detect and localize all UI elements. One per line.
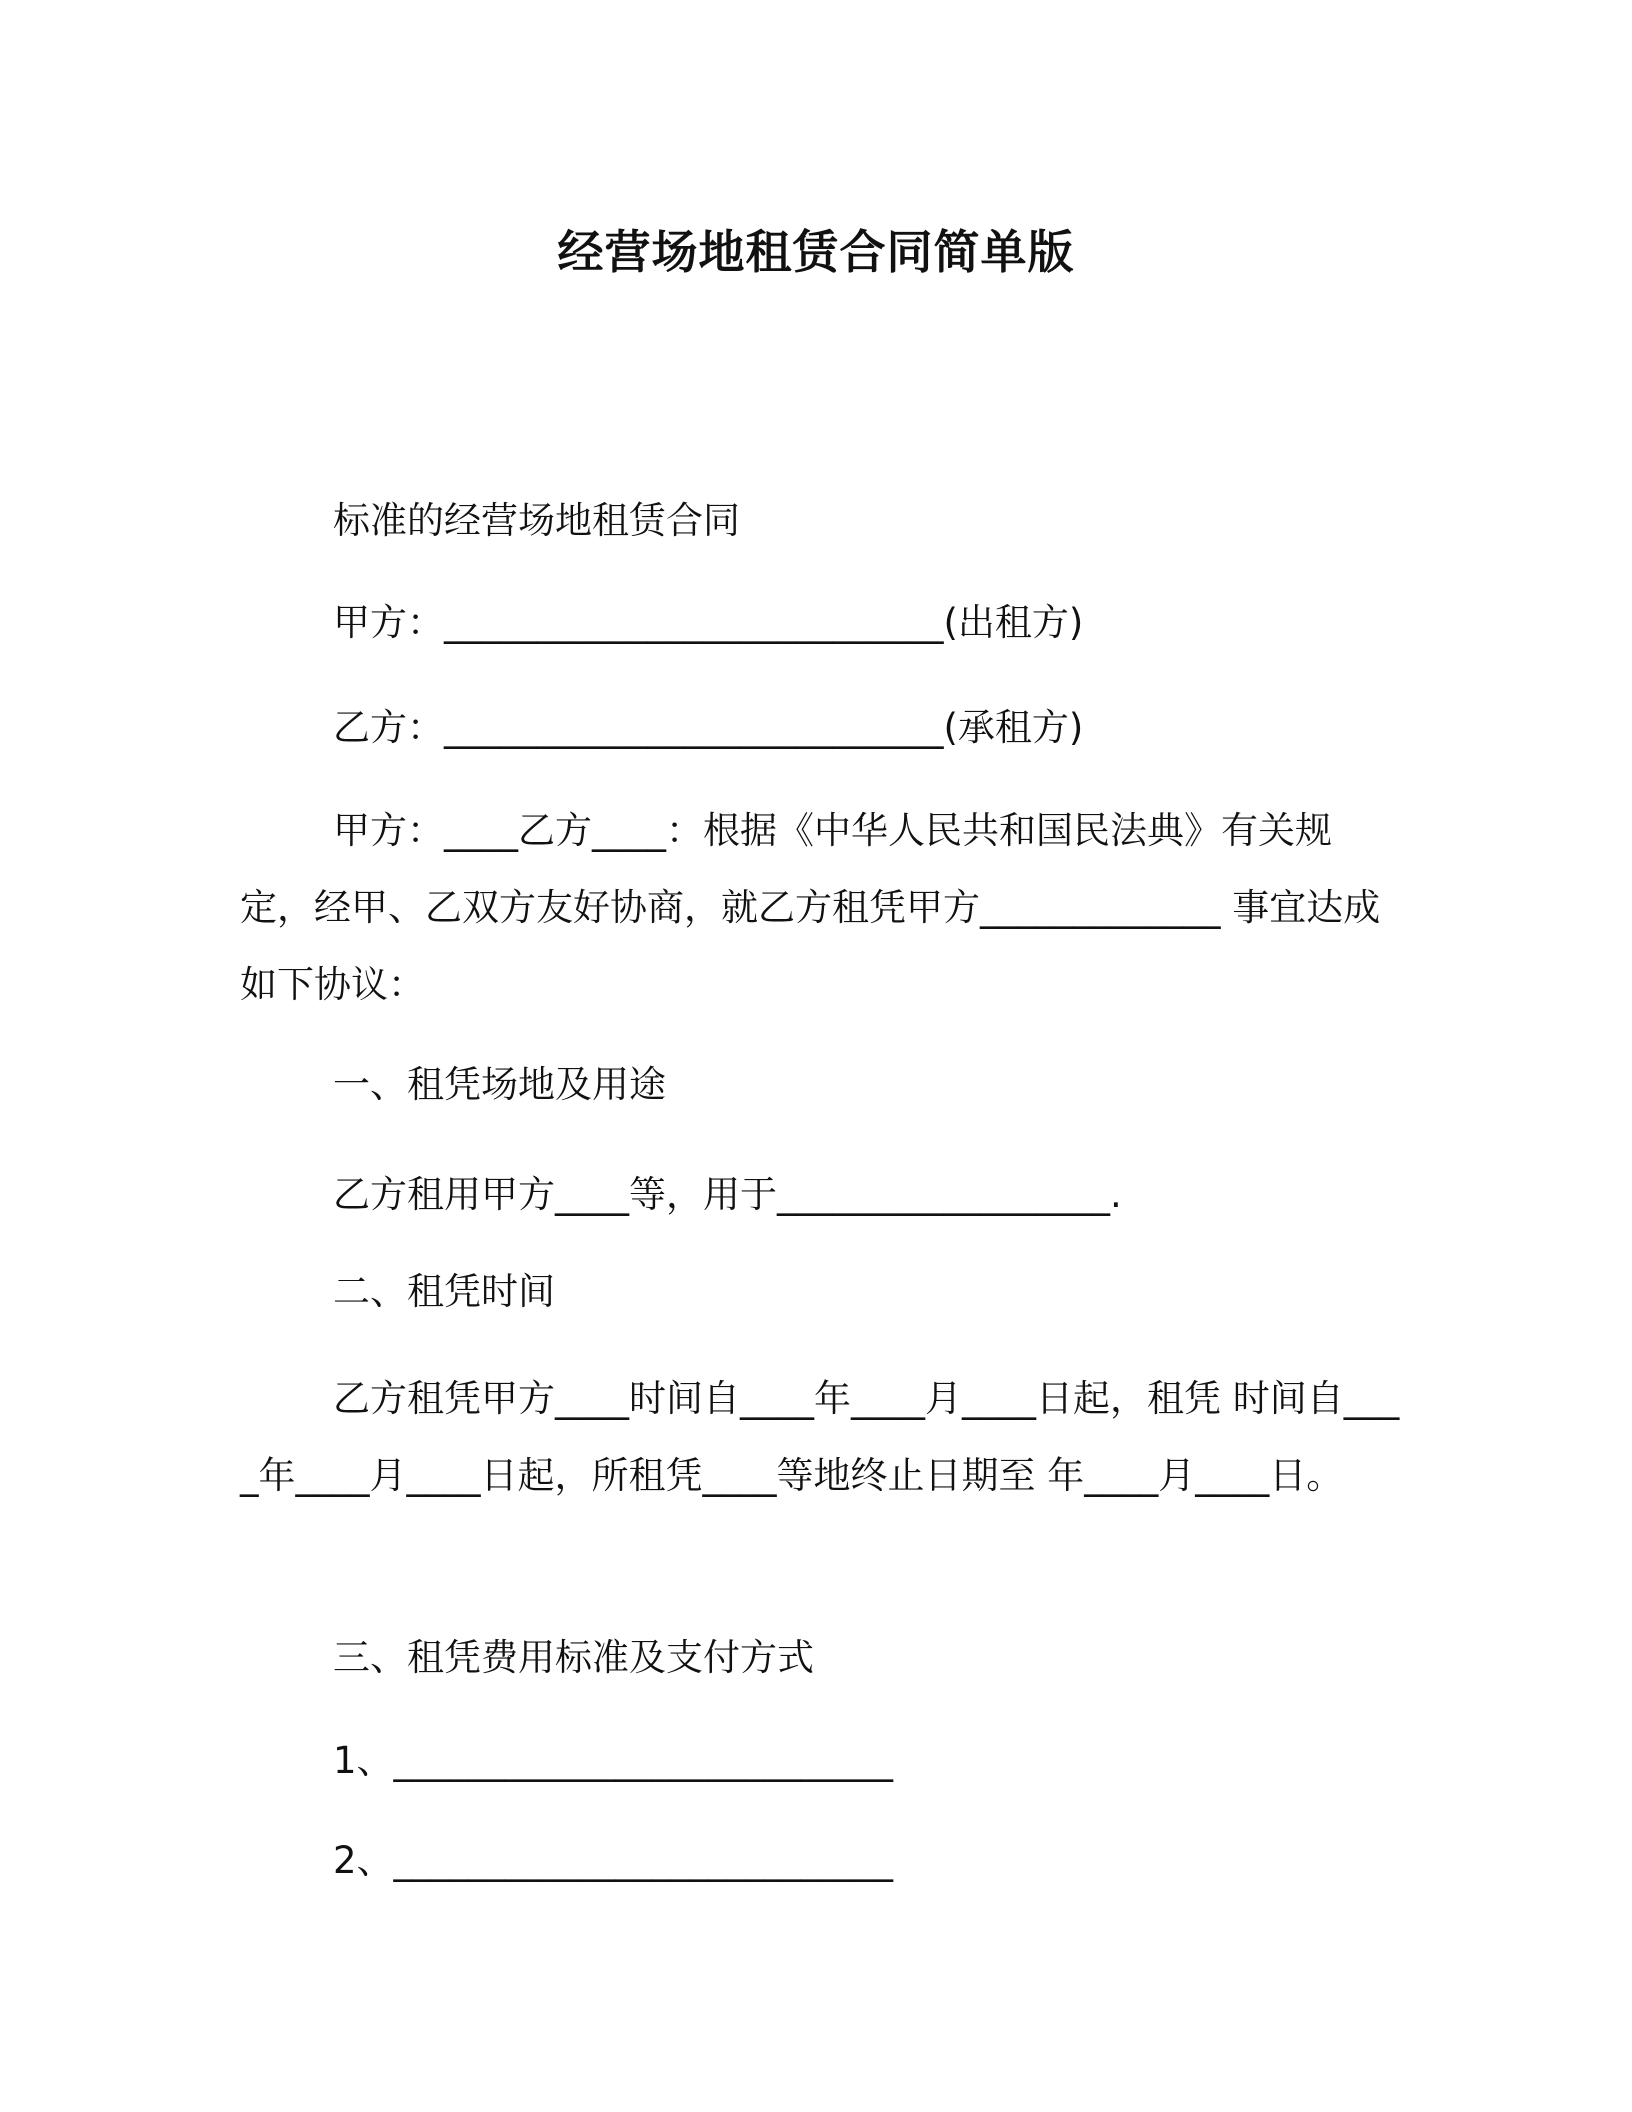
fee-item-2: 2、___________________________	[333, 1839, 894, 1882]
section1-body: 乙方租用甲方____等，用于__________________.	[333, 1173, 1122, 1216]
section2-heading: 二、租凭时间	[333, 1270, 555, 1313]
party-a-line: 甲方：___________________________(出租方)	[333, 601, 1084, 644]
section1-heading: 一、租凭场地及用途	[333, 1063, 666, 1106]
document-title: 经营场地租赁合同简单版	[557, 225, 1075, 279]
section3-heading: 三、租凭费用标准及支付方式	[333, 1636, 814, 1679]
intro-paragraph: 甲方：____乙方____：根据《中华人民共和国民法典》有关规定，经甲、乙双方友好协商，就乙方租凭甲方_____________ 事宜达成如下协议：	[240, 809, 1381, 1006]
document-subtitle: 标准的经营场地租赁合同	[333, 499, 740, 542]
party-b-line: 乙方：___________________________(承租方)	[333, 706, 1084, 749]
fee-item-1: 1、___________________________	[333, 1739, 894, 1782]
section2-body: 乙方租凭甲方____时间自____年____月____日起，租凭 时间自____年____月____日起，所租凭____等地终止日期至 年____月____日。	[240, 1377, 1400, 1497]
